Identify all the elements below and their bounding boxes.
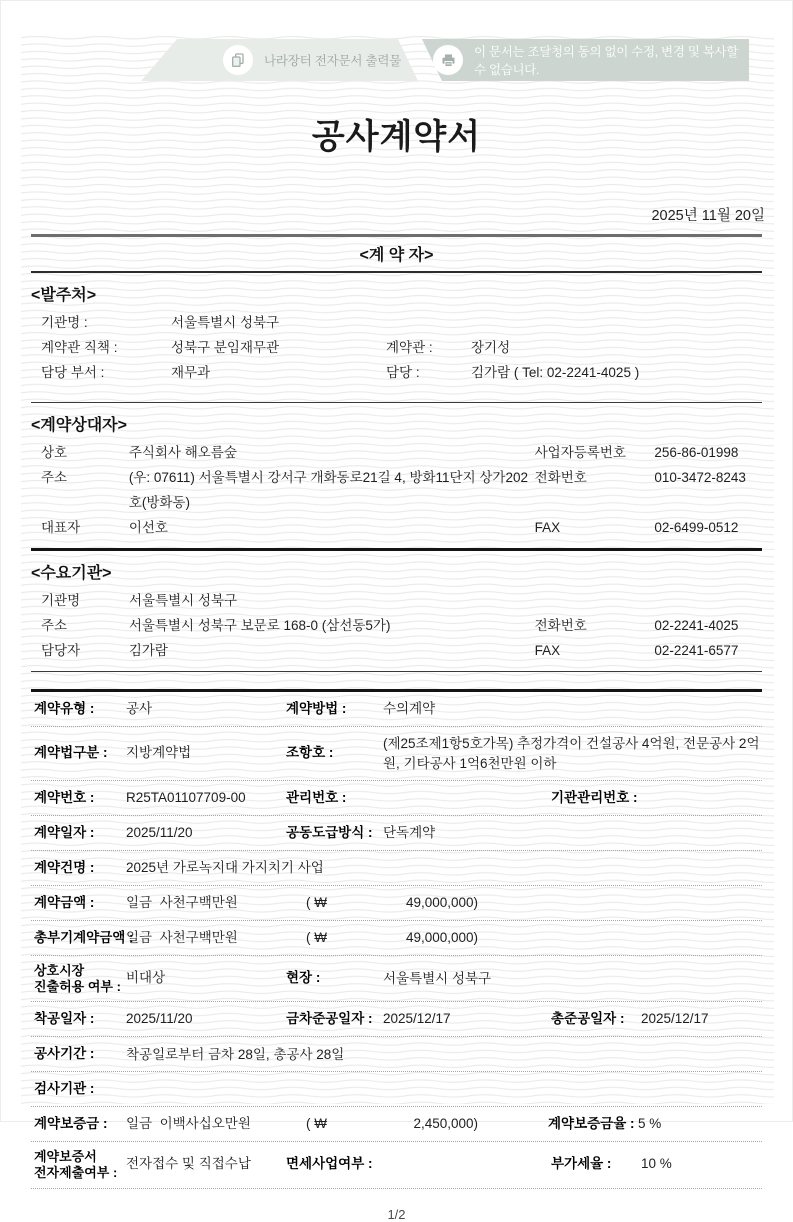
field-row (31, 440, 762, 465)
contract-type-value: 공사 (126, 700, 153, 716)
field-row (31, 335, 762, 360)
table-row (31, 921, 762, 956)
deposit-number: 2,450,000) (413, 1115, 478, 1131)
contract-number-value: R25TA01107709-00 (126, 789, 246, 805)
table-row (31, 1107, 762, 1142)
currency-symbol: ( ₩ (306, 1115, 327, 1131)
org-management-number-label: 기관관리번호 : (551, 789, 638, 805)
table-row (31, 1072, 762, 1107)
site-label: 현장 : (286, 970, 321, 986)
manager-value: 김가람 ( Tel: 02-2241-4025 ) (471, 365, 640, 380)
company-name-label: 상호 (41, 445, 68, 460)
contract-amount-label: 계약금액 : (34, 894, 95, 910)
ceo-value: 이선호 (128, 520, 168, 535)
field-row (31, 515, 762, 540)
table-row (31, 692, 762, 727)
management-number-label: 관리번호 : (286, 789, 347, 805)
total-amount-number: 49,000,000) (405, 929, 478, 945)
table-row (31, 816, 762, 851)
table-row (31, 781, 762, 816)
contract-date-label: 계약일자 : (34, 824, 95, 840)
vat-rate-value: 10 % (641, 1156, 672, 1172)
vat-rate-label: 부가세율 : (551, 1156, 612, 1172)
spacer (1, 385, 792, 402)
business-number-value: 256-86-01998 (654, 445, 739, 460)
org-name-value: 서울특별시 성북구 (171, 315, 280, 330)
divider (31, 671, 762, 672)
field-row (31, 360, 762, 385)
manager-label: 담당자 (41, 643, 81, 658)
department-label: 담당 부서 : (41, 365, 105, 380)
mutual-market-value: 비대상 (126, 970, 166, 986)
page-title: 공사계약서 (311, 118, 482, 156)
contract-title-label: 계약건명 : (34, 859, 95, 875)
divider (31, 548, 762, 551)
page-number: 1/2 (387, 1206, 406, 1222)
contract-amount-number: 49,000,000) (405, 894, 478, 910)
field-row (31, 465, 762, 515)
divider (31, 271, 762, 273)
phone-value: 010-3472-8243 (654, 470, 746, 485)
divider (31, 402, 762, 403)
currency-symbol: ( ₩ (306, 894, 327, 910)
address-value: 서울특별시 성북구 보문로 168-0 (삼선동5가) (128, 618, 391, 633)
demand-org-section (1, 560, 792, 663)
spacer (1, 540, 792, 548)
contract-amount-text: 일금 사천구백만원 (126, 894, 238, 910)
contract-date-value: 2025/11/20 (126, 824, 193, 840)
business-number-label: 사업자등록번호 (534, 445, 626, 460)
officer-label: 계약관 : (386, 340, 433, 355)
security-banner (141, 39, 749, 81)
contract-detail-table (31, 692, 762, 1189)
table-row (31, 1002, 762, 1037)
table-row (31, 851, 762, 886)
total-amount-label: 총부기계약금액 : (34, 929, 134, 945)
phone-value: 02-2241-4025 (654, 618, 739, 633)
contract-law-value: 지방계약법 (126, 745, 192, 761)
officer-title-value: 성북구 분임재무관 (171, 340, 280, 355)
address-value: (우: 07611) 서울특별시 강서구 개화동로21길 4, 방화11단지 상가202호(방화동) (128, 470, 528, 510)
banner-left-group (223, 39, 401, 81)
table-row (31, 956, 762, 1002)
start-date-label: 착공일자 : (34, 1010, 95, 1026)
officer-value: 장기성 (471, 340, 511, 355)
org-name-label: 기관명 (41, 593, 81, 608)
table-row (31, 1142, 762, 1188)
address-label: 주소 (41, 470, 68, 485)
total-completion-value: 2025/12/17 (641, 1010, 709, 1026)
department-value: 재무과 (171, 365, 211, 380)
joint-contract-label: 공동도급방식 : (286, 824, 373, 840)
deposit-text: 일금 이백사십오만원 (126, 1115, 251, 1131)
tax-exempt-label: 면세사업여부 : (286, 1156, 373, 1172)
contract-type-label: 계약유형 : (34, 700, 95, 716)
contract-title-value: 2025년 가로녹지대 가지치기 사업 (126, 860, 324, 876)
banner-right-label: 이 문서는 조달청의 동의 없이 수정, 변경 및 복사할 수 없습니다. (474, 45, 739, 77)
contract-date: 2025년 11월 20일 (651, 208, 765, 224)
manager-label: 담당 : (386, 365, 420, 380)
current-completion-value: 2025/12/17 (383, 1010, 451, 1026)
guarantee-submission-label: 계약보증서 전자제출여부 : (34, 1149, 118, 1180)
construction-period-value: 착공일로부터 금차 28일, 총공사 28일 (126, 1046, 345, 1062)
mutual-market-label: 상호시장 진출허용 여부 : (34, 963, 121, 994)
fax-label: FAX (534, 643, 561, 658)
table-row (31, 886, 762, 921)
orderer-section (1, 282, 792, 385)
demand-org-section-heading: <수요기관> (31, 565, 112, 582)
company-name-value: 주식회사 해오름숲 (128, 445, 237, 460)
deposit-rate-value: 5 % (638, 1115, 662, 1131)
contract-method-value: 수의계약 (383, 701, 436, 717)
phone-label: 전화번호 (534, 618, 587, 633)
total-amount-text: 일금 사천구백만원 (126, 929, 238, 945)
orderer-section-heading: <발주처> (31, 287, 97, 304)
deposit-label: 계약보증금 : (34, 1115, 108, 1131)
fax-value: 02-6499-0512 (654, 520, 739, 535)
current-completion-label: 금차준공일자 : (286, 1010, 373, 1026)
counterparty-section-heading: <계약상대자> (31, 417, 127, 434)
org-name-value: 서울특별시 성북구 (129, 593, 238, 608)
copy-document-icon (223, 45, 253, 75)
spacer (1, 663, 792, 671)
banner-right-group (433, 39, 749, 81)
fax-label: FAX (534, 520, 561, 535)
phone-label: 전화번호 (534, 470, 587, 485)
start-date-value: 2025/11/20 (126, 1010, 193, 1026)
deposit-rate-label: 계약보증금율 : (548, 1115, 635, 1131)
address-label: 주소 (41, 618, 68, 633)
contract-party-heading: <계 약 자> (359, 247, 434, 264)
field-row (31, 613, 762, 638)
total-completion-label: 총준공일자 : (551, 1010, 625, 1026)
construction-period-label: 공사기간 : (34, 1045, 95, 1061)
table-row (31, 727, 762, 781)
inspection-agency-label: 검사기관 : (34, 1080, 95, 1096)
clause-label: 조항호 : (286, 745, 334, 761)
banner-left-label: 나라장터 전자문서 출력물 (264, 54, 402, 68)
contract-number-label: 계약번호 : (34, 789, 95, 805)
currency-symbol: ( ₩ (306, 929, 327, 945)
printer-icon (433, 45, 463, 75)
contract-law-label: 계약법구분 : (34, 745, 108, 761)
contract-method-label: 계약방법 : (286, 700, 347, 716)
ceo-label: 대표자 (41, 520, 81, 535)
counterparty-section (1, 412, 792, 540)
org-name-label: 기관명 : (41, 315, 88, 330)
table-row (31, 1037, 762, 1072)
field-row (31, 638, 762, 663)
joint-contract-value: 단독계약 (383, 825, 436, 841)
officer-title-label: 계약관 직책 : (41, 340, 118, 355)
field-row (31, 310, 762, 335)
fax-value: 02-2241-6577 (654, 643, 739, 658)
manager-value: 김가람 (128, 643, 168, 658)
clause-value: (제25조제1항5호가목) 추정가격이 건설공사 4억원, 전문공사 2억원, 기타공사 1억6천만원 이하 (383, 736, 760, 771)
site-value: 서울특별시 성북구 (383, 970, 492, 986)
field-row (31, 588, 762, 613)
guarantee-submission-value: 전자접수 및 직접수납 (126, 1156, 251, 1172)
